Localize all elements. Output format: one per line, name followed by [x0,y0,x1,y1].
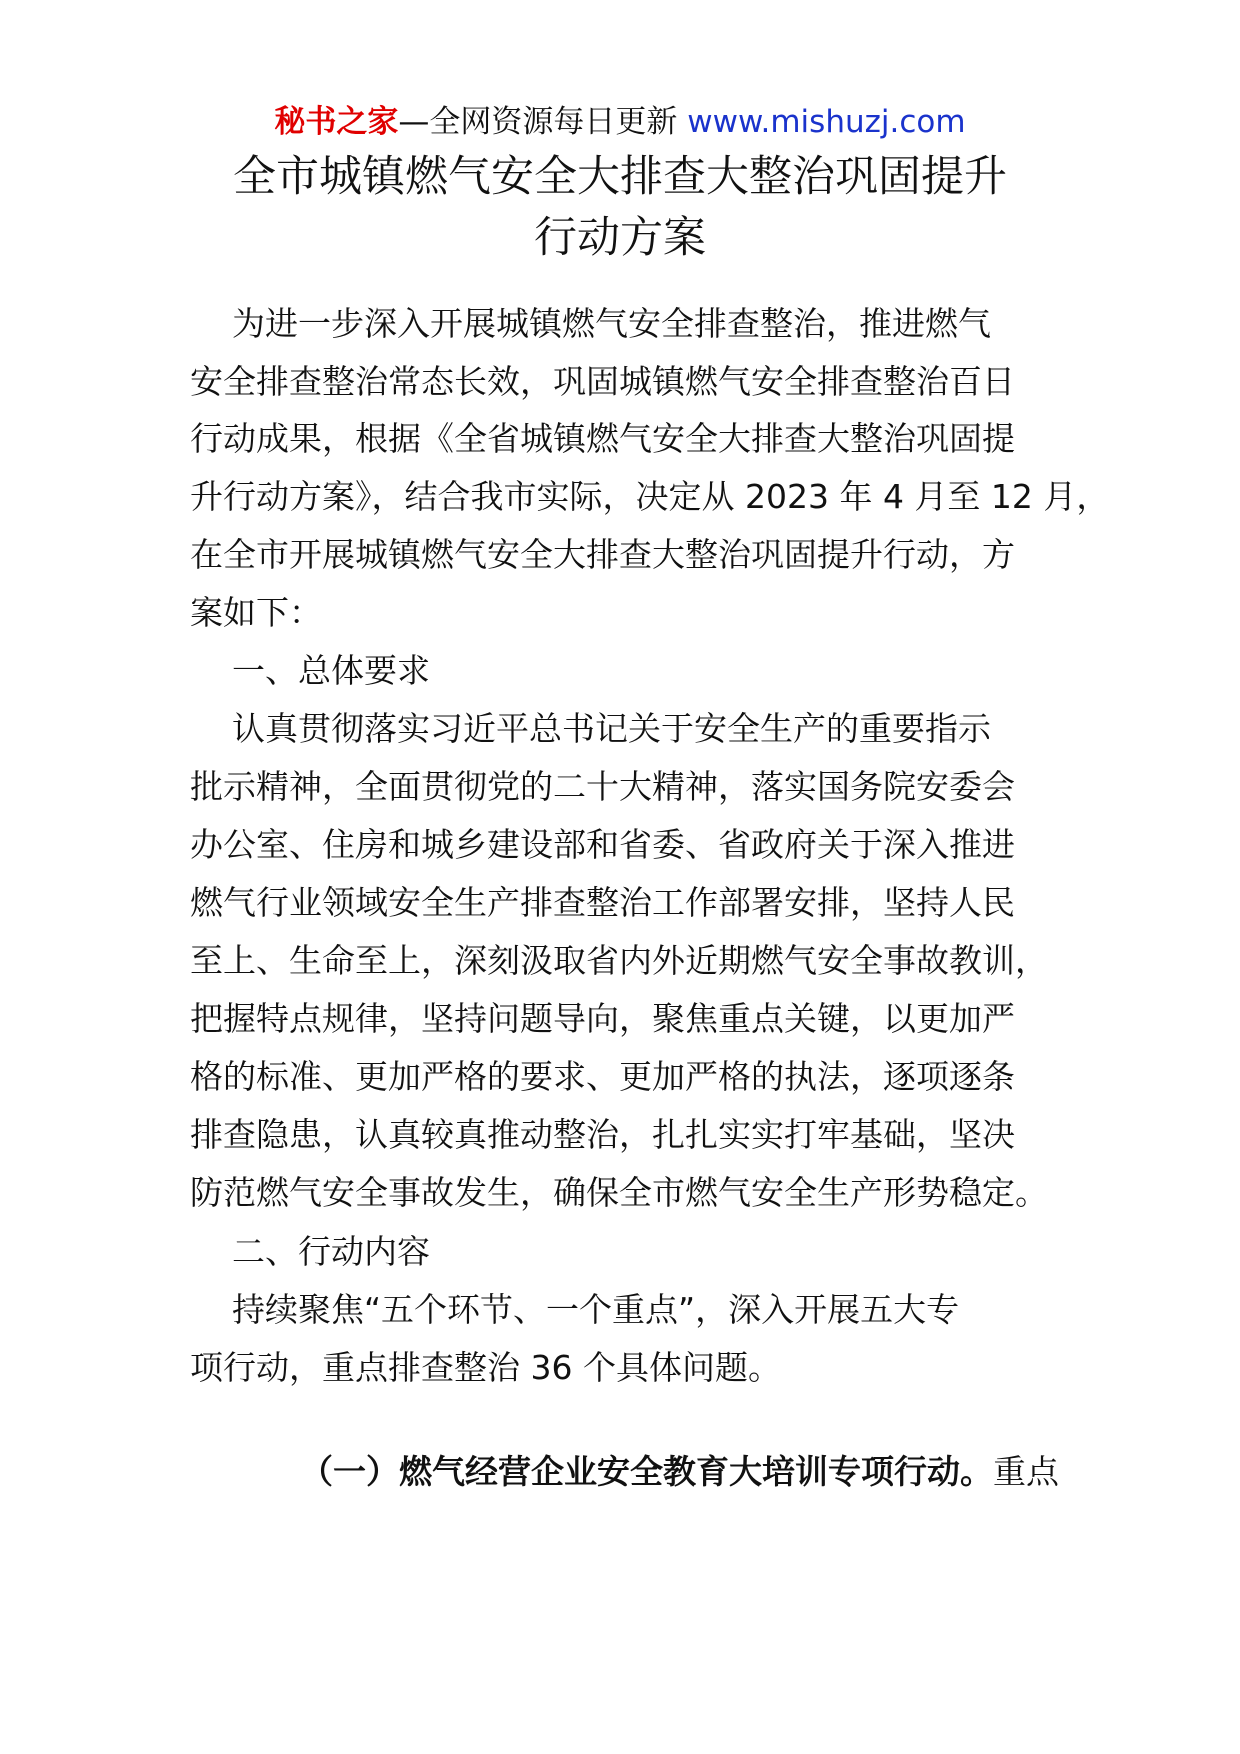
body-line: 防范燃气安全事故发生，确保全市燃气安全生产形势稳定。 [190,1173,1048,1212]
intro-line: 安全排查整治常态长效，巩固城镇燃气安全排查整治百日 [190,362,1015,401]
body-line: 燃气行业领域安全生产排查整治工作部署安排，坚持人民 [190,883,1015,922]
intro-line: 行动成果，根据《全省城镇燃气安全大排查大整治巩固提 [190,419,1015,458]
intro-line: 升行动方案》，结合我市实际，决定从 2023 年 4 月至 12 月， [190,477,1110,516]
body-line: 持续聚焦“五个环节、一个重点”，深入开展五大专 [190,1290,960,1329]
body-line: 至上、生命至上，深刻汲取省内外近期燃气安全事故教训， [190,941,1048,980]
section-heading: 一、总体要求 [190,651,430,690]
subsection-heading: （一）燃气经营企业安全教育大培训专项行动。 [299,1452,993,1491]
subsection-line [258,1403,1090,1541]
body-line: 项行动，重点排查整治 36 个具体问题。 [190,1348,781,1387]
document-title-line-1: 全市城镇燃气安全大排查大整治巩固提升 [233,152,1007,202]
document-title-line-2: 行动方案 [534,213,706,263]
section-heading: 二、行动内容 [190,1232,430,1271]
body-line: 把握特点规律，坚持问题导向，聚焦重点关键，以更加严 [190,999,1015,1038]
intro-line: 为进一步深入开展城镇燃气安全排查整治，推进燃气 [190,304,991,343]
subsection-text: 重点 [992,1452,1059,1491]
body-line: 排查隐患，认真较真推动整治，扎扎实实打牢基础，坚决 [190,1115,1015,1154]
body-line: 格的标准、更加严格的要求、更加严格的执法，逐项逐条 [190,1057,1015,1096]
banner-tagline: —全网资源每日更新 [398,104,688,140]
body-line: 认真贯彻落实习近平总书记关于安全生产的重要指示 [190,709,991,748]
intro-line: 案如下： [190,593,322,632]
body-line: 办公室、住房和城乡建设部和省委、省政府关于深入推进 [190,825,1015,864]
site-banner [0,100,1240,144]
brand-name[interactable]: 秘书之家 [274,104,399,140]
site-url-link[interactable]: www.mishuzj.com [687,104,966,140]
intro-line: 在全市开展城镇燃气安全大排查大整治巩固提升行动，方 [190,535,1015,574]
body-line: 批示精神，全面贯彻党的二十大精神，落实国务院安委会 [190,767,1015,806]
